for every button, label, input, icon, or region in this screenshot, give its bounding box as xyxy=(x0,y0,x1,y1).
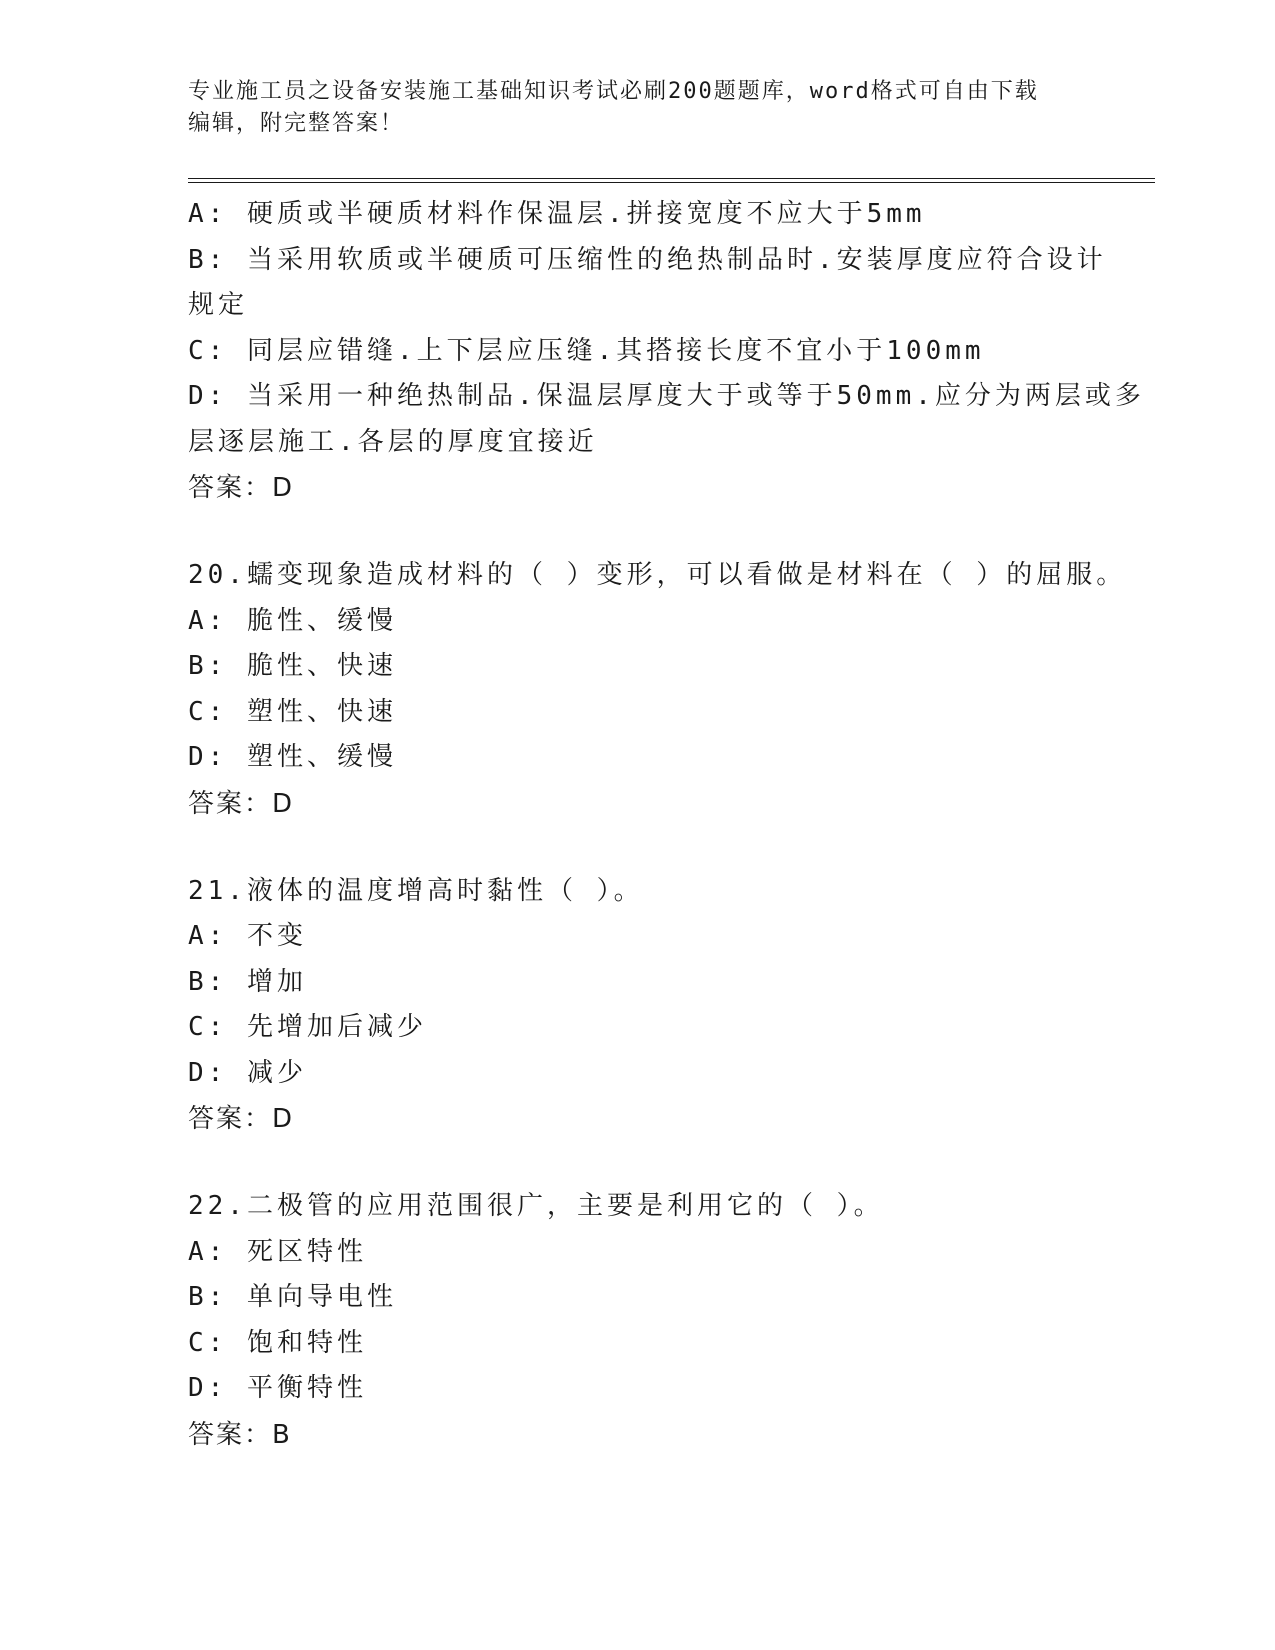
answer-label: 答案：D xyxy=(188,1104,295,1134)
option-d: D: 平衡特性 xyxy=(188,1373,367,1403)
answer-label: 答案：D xyxy=(188,788,295,819)
header-divider xyxy=(188,178,1155,183)
question-text: 21.液体的温度增高时黏性（ ）。 xyxy=(188,875,644,906)
option-a: A: 死区特性 xyxy=(188,1236,367,1267)
spacer xyxy=(188,1142,1088,1184)
header-title-line-2: 编辑，附完整答案！ xyxy=(188,111,405,136)
option-b: B: 脆性、快速 xyxy=(188,651,397,681)
document-header xyxy=(188,76,1088,140)
question-content xyxy=(188,192,1145,1458)
option-a: A: 硬质或半硬质材料作保温层.拼接宽度不应大于5mm xyxy=(188,199,926,229)
spacer xyxy=(188,827,1088,869)
option-a: A: 不变 xyxy=(188,921,307,951)
option-b-line-1: B: 当采用软质或半硬质可压缩性的绝热制品时.安装厚度应符合设计 xyxy=(188,244,1107,275)
question-21-block xyxy=(188,869,1088,1143)
answer-label: 答案：D xyxy=(188,473,295,503)
option-c: C: 先增加后减少 xyxy=(188,1012,427,1042)
option-a: A: 脆性、缓慢 xyxy=(188,605,397,636)
question-19-block xyxy=(188,192,1145,511)
option-c: C: 塑性、快速 xyxy=(188,696,397,727)
answer-label: 答案：B xyxy=(188,1419,292,1450)
option-d-line-2: 层逐层施工.各层的厚度宜接近 xyxy=(188,426,598,457)
header-title-line-1: 专业施工员之设备安装施工基础知识考试必刷200题题库，word格式可自由下载 xyxy=(188,79,1039,104)
option-b-line-2: 规定 xyxy=(188,290,249,320)
option-b: B: 单向导电性 xyxy=(188,1282,397,1312)
question-text: 20.蠕变现象造成材料的（ ）变形，可以看做是材料在（ ）的屈服。 xyxy=(188,560,1127,590)
option-d: D: 塑性、缓慢 xyxy=(188,742,397,772)
question-22-block xyxy=(188,1184,1088,1458)
option-c: C: 饱和特性 xyxy=(188,1327,367,1358)
option-c: C: 同层应错缝.上下层应压缝.其搭接长度不宜小于100mm xyxy=(188,335,985,366)
question-text: 22.二极管的应用范围很广，主要是利用它的（ ）。 xyxy=(188,1191,884,1221)
option-b: B: 增加 xyxy=(188,966,307,997)
option-d-line-1: D: 当采用一种绝热制品.保温层厚度大于或等于50mm.应分为两层或多 xyxy=(188,381,1145,411)
question-20-block xyxy=(188,553,1127,827)
option-d: D: 减少 xyxy=(188,1057,307,1088)
spacer xyxy=(188,511,1088,553)
